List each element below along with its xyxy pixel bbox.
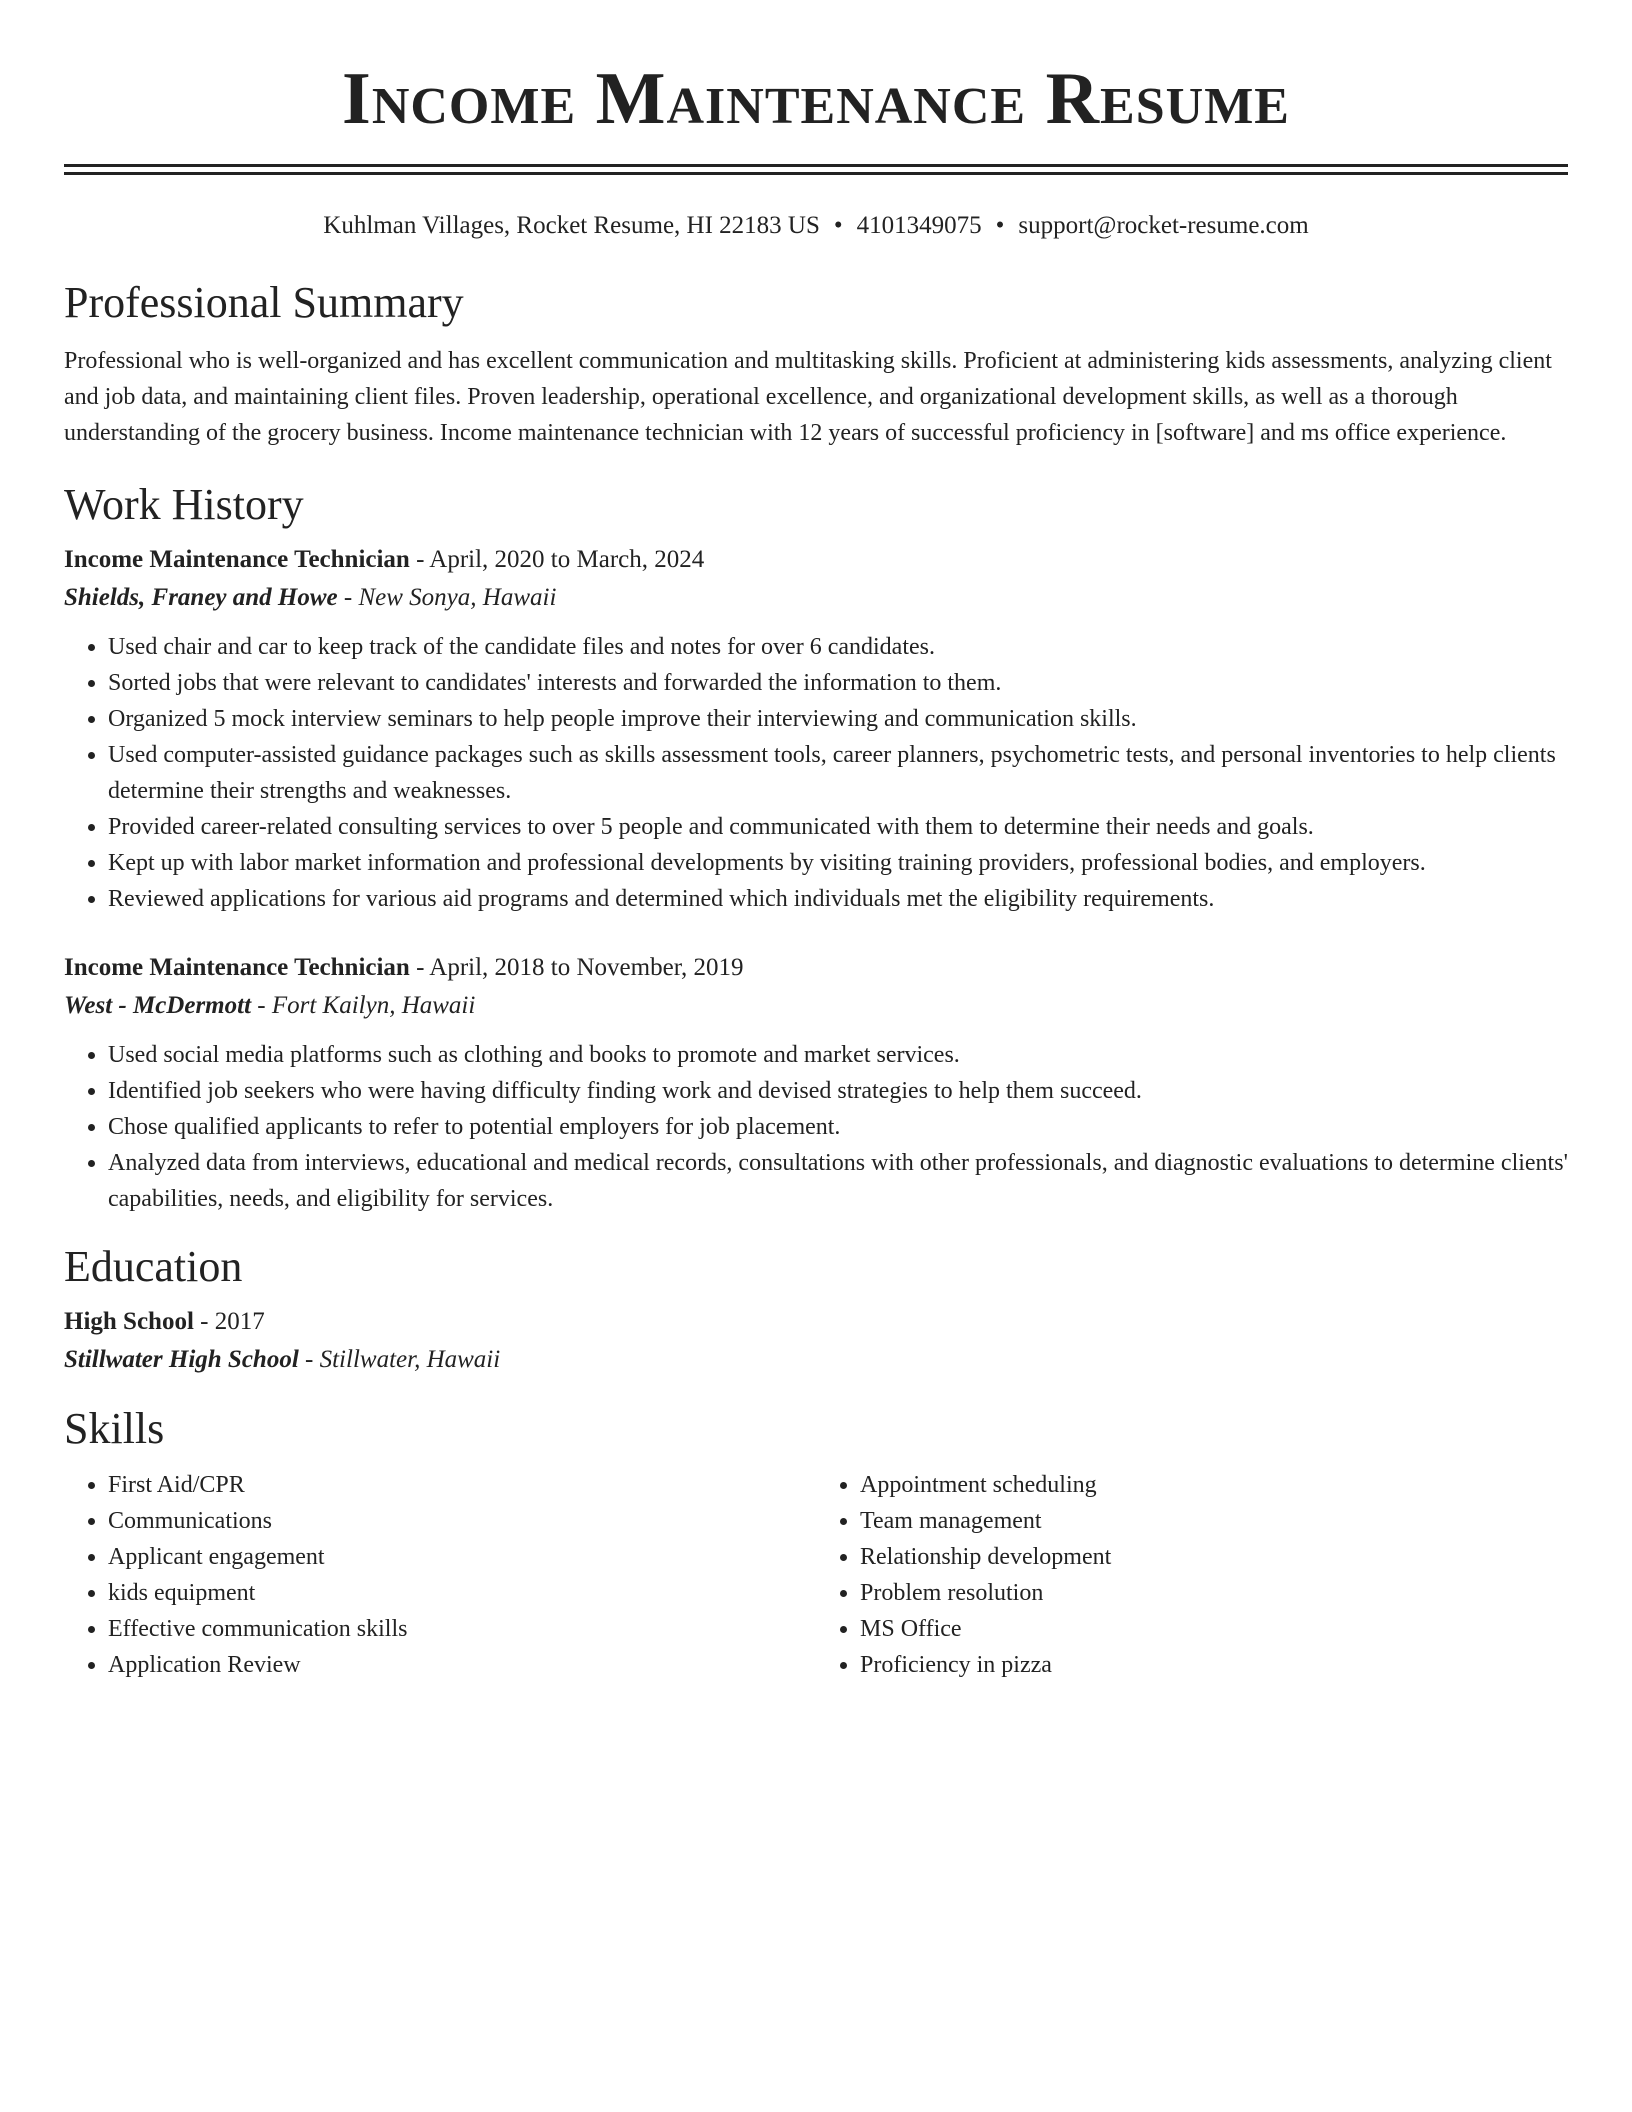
school-name: Stillwater High School xyxy=(64,1346,299,1373)
job-bullet: • Identified job seekers who were having difficulty finding work and devised strategies to help them succeed. xyxy=(108,1073,1568,1109)
skill-item: • kids equipment xyxy=(108,1575,816,1611)
skill-item: • Applicant engagement xyxy=(108,1539,816,1575)
skill-item: • Relationship development xyxy=(860,1539,1568,1575)
section-heading-skills: Skills xyxy=(64,1404,165,1453)
job-bullet: • Sorted jobs that were relevant to candidates' interests and forwarded the information to them. xyxy=(108,665,1568,701)
education-entry xyxy=(64,1303,1568,1379)
company-location: - Fort Kailyn, Hawaii xyxy=(251,992,476,1019)
school-line xyxy=(64,1341,1568,1379)
skill-item: • Communications xyxy=(108,1503,816,1539)
degree-year: - 2017 xyxy=(193,1308,265,1335)
skill-item: • First Aid/CPR xyxy=(108,1467,816,1503)
job-title-line xyxy=(64,541,1568,579)
job-bullets xyxy=(64,629,1568,917)
section-heading-education: Education xyxy=(64,1242,243,1291)
job-bullet: • Reviewed applications for various aid programs and determined which individuals met the eligibility requirements. xyxy=(108,881,1568,917)
job-dates: - April, 2018 to November, 2019 xyxy=(409,954,744,981)
job-bullet: • Provided career-related consulting services to over 5 people and communicated with them to determine their needs and goals. xyxy=(108,809,1568,845)
job-bullet: • Kept up with labor market information and professional developments by visiting training providers, professional bodies, and employers. xyxy=(108,845,1568,881)
summary-text: Professional who is well-organized and has excellent communication and multitasking skills. Proficient at administering kids assessments, analyzing client and job data, and maintaining client files. Proven leadership, operational excellence, and organizational development skills, as well as a thorough understanding of the grocery business. Income maintenance technician with 12 years of successful proficiency in [software] and ms office experience. xyxy=(64,348,1552,446)
job-entry xyxy=(64,949,1568,1217)
job-title: Income Maintenance Technician xyxy=(64,546,410,573)
contact-address: Kuhlman Villages, Rocket Resume, HI 22183 US xyxy=(323,212,820,239)
skill-item: • Effective communication skills xyxy=(108,1611,816,1647)
title-divider xyxy=(64,164,1568,175)
skills-grid xyxy=(64,1467,1568,1683)
job-bullet: • Organized 5 mock interview seminars to help people improve their interviewing and communication skills. xyxy=(108,701,1568,737)
company-name: Shields, Franey and Howe xyxy=(64,584,338,611)
contact-line xyxy=(64,211,1568,241)
job-bullet: • Analyzed data from interviews, educational and medical records, consultations with other professionals, and diagnostic evaluations to determine clients' capabilities, needs, and eligibility for services. xyxy=(108,1145,1568,1217)
job-bullet: • Used social media platforms such as clothing and books to promote and market services. xyxy=(108,1037,1568,1073)
company-line xyxy=(64,579,1568,617)
section-heading-summary: Professional Summary xyxy=(64,278,464,327)
job-entry xyxy=(64,541,1568,917)
job-bullet: • Chose qualified applicants to refer to potential employers for job placement. xyxy=(108,1109,1568,1145)
company-name: West - McDermott xyxy=(64,992,252,1019)
skill-item: • Proficiency in pizza xyxy=(860,1647,1568,1683)
job-bullet: • Used chair and car to keep track of the candidate files and notes for over 6 candidates. xyxy=(108,629,1568,665)
resume-title: Income Maintenance Resume xyxy=(342,58,1290,140)
company-line xyxy=(64,987,1568,1025)
contact-separator: • xyxy=(833,212,843,239)
job-title: Income Maintenance Technician xyxy=(64,954,410,981)
skill-item: • MS Office xyxy=(860,1611,1568,1647)
skill-item: • Application Review xyxy=(108,1647,816,1683)
skill-item: • Appointment scheduling xyxy=(860,1467,1568,1503)
skill-item: • Problem resolution xyxy=(860,1575,1568,1611)
contact-separator: • xyxy=(995,212,1005,239)
skills-list-left xyxy=(64,1467,816,1683)
job-bullets xyxy=(64,1037,1568,1217)
degree-name: High School xyxy=(64,1308,194,1335)
contact-email[interactable]: support@rocket-resume.com xyxy=(1018,212,1309,239)
job-bullet: • Used computer-assisted guidance packages such as skills assessment tools, career planners, psychometric tests, and personal inventories to help clients determine their strengths and weaknesses. xyxy=(108,737,1568,809)
skill-item: • Team management xyxy=(860,1503,1568,1539)
job-dates: - April, 2020 to March, 2024 xyxy=(409,546,705,573)
contact-phone: 4101349075 xyxy=(856,212,982,239)
job-title-line xyxy=(64,949,1568,987)
section-heading-work-history: Work History xyxy=(64,480,304,529)
degree-line xyxy=(64,1303,1568,1341)
school-location: - Stillwater, Hawaii xyxy=(298,1346,501,1373)
skills-list-right xyxy=(816,1467,1568,1683)
company-location: - New Sonya, Hawaii xyxy=(337,584,557,611)
